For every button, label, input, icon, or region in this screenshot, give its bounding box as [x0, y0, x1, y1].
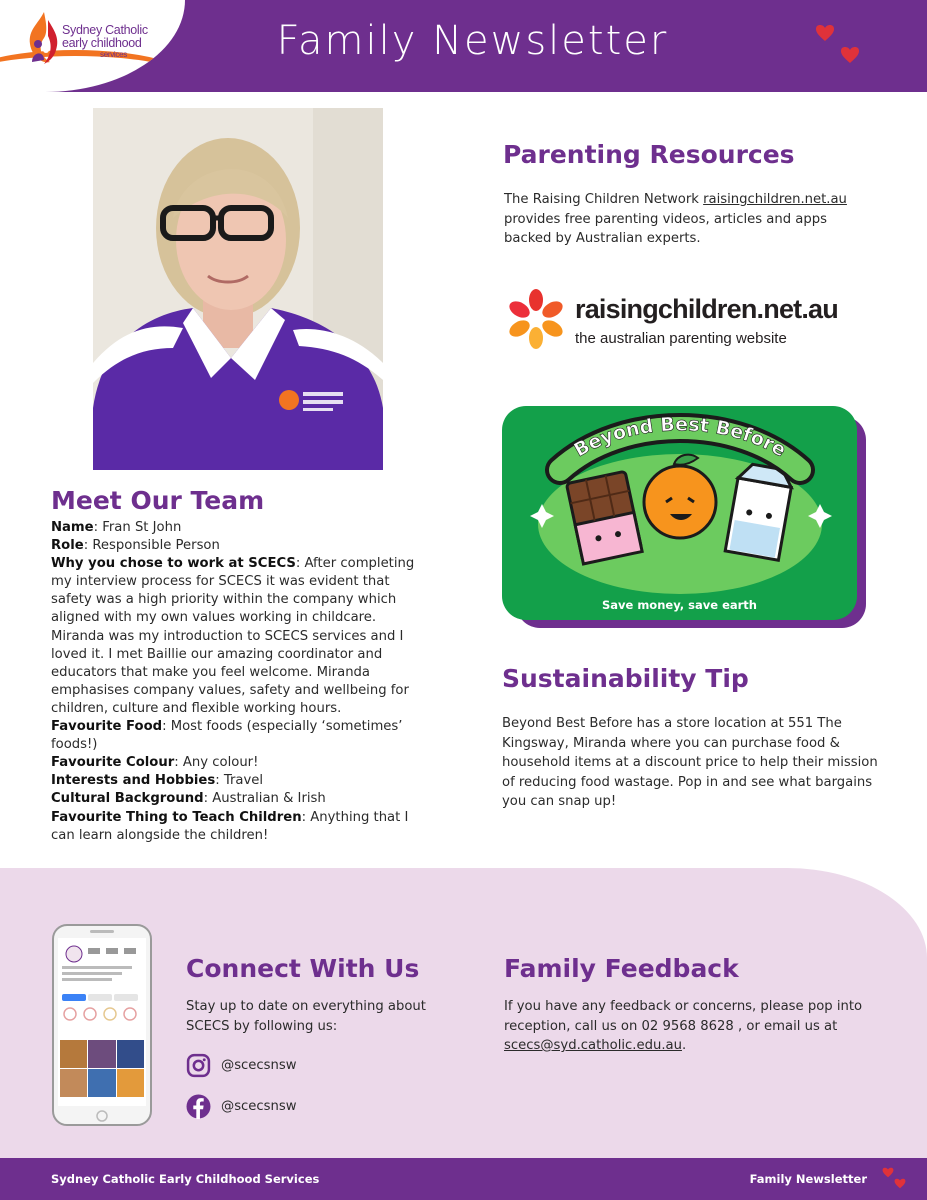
- feedback-text-2: .: [681, 1038, 687, 1053]
- facebook-link[interactable]: [186, 1093, 297, 1119]
- facebook-icon: [186, 1094, 211, 1119]
- footer-newsletter-label: Family Newsletter: [749, 1172, 867, 1186]
- feedback-heading: Family Feedback: [504, 954, 739, 983]
- raisingchildren-link[interactable]: raisingchildren.net.au: [703, 192, 847, 207]
- teach-value: : Anything that I can learn alongside the children!: [51, 809, 409, 843]
- parenting-text: [504, 190, 864, 249]
- footer-org-name: Sydney Catholic Early Childhood Services: [51, 1172, 320, 1186]
- feedback-text: [504, 997, 864, 1056]
- food-label: Favourite Food: [51, 719, 163, 735]
- instagram-link[interactable]: [186, 1052, 297, 1078]
- team-member-photo: [93, 108, 383, 470]
- why-value: : After completing my interview process for SCECS it was evident that safety was a high priority within the company which aligned with my own values working in childcare. Miranda was my introduction to SCECS services and I loved it. I met Baillie our amazing coordinator and educators that make you feel welcome. Miranda emphasises company values, safety and wellbeing for children, culture and flexible working hours.: [51, 556, 415, 716]
- facebook-handle: @scecsnsw: [221, 1098, 297, 1114]
- portrait-illustration: [93, 108, 383, 470]
- team-culture-row: [51, 790, 431, 808]
- email-link[interactable]: scecs@syd.catholic.edu.au: [504, 1038, 682, 1053]
- teach-label: Favourite Thing to Teach Children: [51, 809, 302, 825]
- team-profile: [51, 519, 431, 845]
- team-name-row: [51, 519, 431, 537]
- bbb-banner-text: Beyond Best Before: [570, 413, 790, 462]
- page-title: Family Newsletter: [276, 18, 669, 64]
- team-teach-row: [51, 809, 431, 845]
- raisingchildren-logo-name: raisingchildren.net.au: [575, 294, 838, 324]
- team-heading: Meet Our Team: [51, 486, 265, 515]
- culture-label: Cultural Background: [51, 791, 204, 807]
- sustainability-heading: Sustainability Tip: [502, 664, 749, 693]
- colour-label: Favourite Colour: [51, 755, 175, 771]
- hobbies-label: Interests and Hobbies: [51, 773, 216, 789]
- team-colour-row: [51, 754, 431, 772]
- team-food-row: [51, 718, 431, 754]
- team-why-row: [51, 555, 431, 718]
- connect-text: Stay up to date on everything about SCECS by following us:: [186, 999, 426, 1034]
- role-value: : Responsible Person: [83, 538, 220, 554]
- role-label: Role: [51, 538, 84, 554]
- food-value: : Most foods (especially ‘sometimes’ foods!): [51, 719, 403, 753]
- heart-icon: [840, 46, 860, 64]
- culture-value: : Australian & Irish: [203, 791, 326, 807]
- phone-instagram-mockup: [52, 924, 152, 1126]
- logo-line-3: services: [100, 50, 127, 59]
- logo-line-2: early childhood: [62, 36, 142, 50]
- feedback-text-1: If you have any feedback or concerns, please pop into reception, call us on 02 9568 8628 , or email us at: [504, 999, 863, 1034]
- team-hobbies-row: [51, 772, 431, 790]
- instagram-icon: [186, 1053, 211, 1078]
- heart-icon: [882, 1167, 894, 1178]
- parenting-text-2: provides free parenting videos, articles and apps backed by Australian experts.: [504, 211, 827, 246]
- header: [0, 0, 927, 92]
- footer: [0, 1158, 927, 1200]
- raisingchildren-logo-tagline: the australian parenting website: [575, 330, 787, 347]
- team-role-row: [51, 537, 431, 555]
- bbb-illustration: [502, 406, 857, 620]
- hobbies-value: : Travel: [215, 773, 264, 789]
- name-label: Name: [51, 520, 94, 535]
- beyond-best-before-card[interactable]: [502, 406, 866, 628]
- raisingchildren-flower-icon: [505, 288, 567, 350]
- parenting-heading: Parenting Resources: [503, 140, 795, 169]
- why-label: Why you chose to work at SCECS: [51, 556, 296, 572]
- parenting-text-1: The Raising Children Network: [504, 192, 704, 207]
- name-value: : Fran St John: [93, 520, 182, 535]
- bbb-caption: Save money, save earth: [601, 598, 757, 612]
- raisingchildren-logo[interactable]: [505, 288, 845, 352]
- colour-value: : Any colour!: [174, 755, 259, 771]
- logo-line-1: Sydney Catholic: [62, 23, 148, 37]
- connect-heading: Connect With Us: [186, 954, 420, 983]
- heart-icon: [815, 24, 835, 42]
- heart-icon: [894, 1178, 906, 1189]
- card-face: [502, 406, 857, 620]
- instagram-handle: @scecsnsw: [221, 1057, 297, 1073]
- sustainability-text: Beyond Best Before has a store location at 551 The Kingsway, Miranda where you can purchase food & household items at a discount price to help their mission of reducing food wastage. Pop in and see what bargains you can snap up!: [502, 716, 878, 809]
